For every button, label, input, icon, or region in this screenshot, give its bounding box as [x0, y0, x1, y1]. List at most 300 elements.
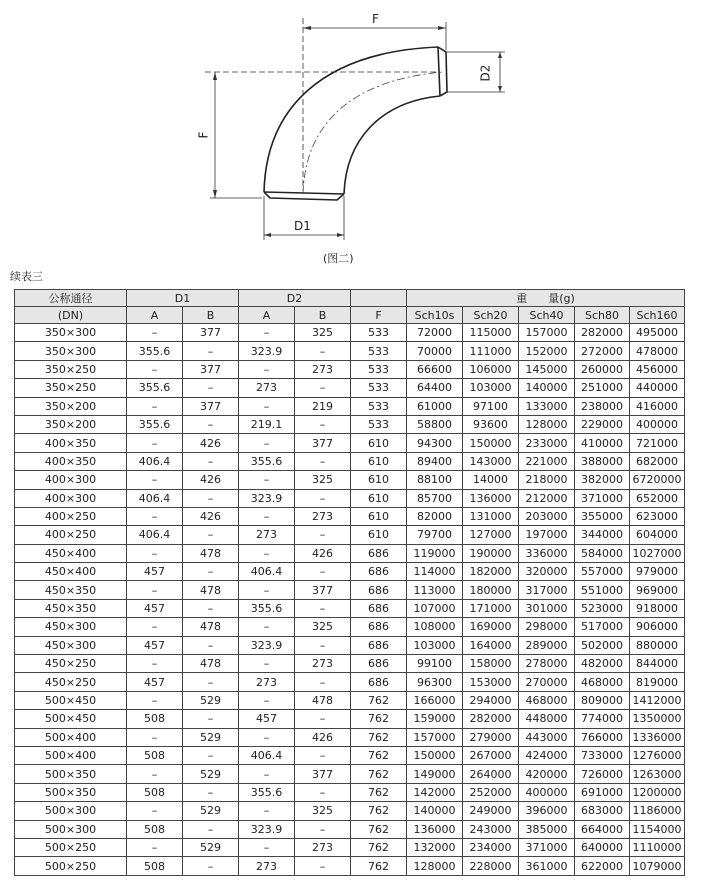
table-cell: – — [295, 379, 351, 397]
table-row — [15, 857, 685, 875]
table-cell: 529 — [183, 765, 239, 783]
table-cell: 64400 — [407, 379, 463, 397]
table-row — [15, 636, 685, 654]
header-weight: 重 量(g) — [407, 290, 685, 307]
table-cell: 88100 — [407, 471, 463, 489]
table-cell: 686 — [351, 563, 407, 581]
table-cell: 686 — [351, 673, 407, 691]
table-cell: 150000 — [407, 746, 463, 764]
table-cell: 683000 — [575, 802, 630, 820]
table-cell: 762 — [351, 765, 407, 783]
elbow-center-line — [303, 72, 443, 194]
table-cell: 508 — [127, 746, 183, 764]
header-d2: D2 — [239, 290, 351, 307]
table-body — [15, 324, 685, 876]
table-cell: 450×300 — [15, 636, 127, 654]
table-cell: 450×350 — [15, 581, 127, 599]
table-cell: 272000 — [575, 342, 630, 360]
table-cell: 508 — [127, 783, 183, 801]
table-cell: 103000 — [463, 379, 519, 397]
table-cell: 61000 — [407, 397, 463, 415]
table-cell: 457 — [127, 636, 183, 654]
table-cell: – — [127, 838, 183, 856]
table-cell: – — [239, 838, 295, 856]
table-cell: 377 — [295, 581, 351, 599]
table-cell: – — [239, 360, 295, 378]
table-cell: 508 — [127, 857, 183, 875]
table-cell: 733000 — [575, 746, 630, 764]
table-cell: 325 — [295, 802, 351, 820]
table-cell: 273 — [239, 379, 295, 397]
table-cell: 478 — [183, 544, 239, 562]
table-cell: 400×300 — [15, 489, 127, 507]
table-cell: 289000 — [519, 636, 575, 654]
table-cell: 212000 — [519, 489, 575, 507]
table-cell: 344000 — [575, 526, 630, 544]
table-cell: 106000 — [463, 360, 519, 378]
table-cell: 1110000 — [630, 838, 685, 856]
table-row — [15, 728, 685, 746]
table-cell: 127000 — [463, 526, 519, 544]
table-cell: – — [183, 526, 239, 544]
table-cell: 478 — [295, 691, 351, 709]
table-cell: 273 — [295, 360, 351, 378]
header-blank — [351, 290, 407, 307]
table-cell: 143000 — [463, 452, 519, 470]
table-cell: – — [183, 599, 239, 617]
table-cell: 377 — [295, 434, 351, 452]
table-cell: 157000 — [407, 728, 463, 746]
table-cell: 145000 — [519, 360, 575, 378]
table-row — [15, 655, 685, 673]
table-cell: 426 — [183, 434, 239, 452]
table-cell: 450×250 — [15, 673, 127, 691]
table-row — [15, 599, 685, 617]
table-cell: 686 — [351, 581, 407, 599]
table-cell: 416000 — [630, 397, 685, 415]
table-cell: 221000 — [519, 452, 575, 470]
table-cell: 278000 — [519, 655, 575, 673]
table-cell: 128000 — [407, 857, 463, 875]
header-d1-b: B — [183, 307, 239, 324]
table-cell: – — [127, 728, 183, 746]
table-cell: 762 — [351, 820, 407, 838]
table-cell: 762 — [351, 728, 407, 746]
table-cell: 190000 — [463, 544, 519, 562]
table-cell: 282000 — [575, 324, 630, 342]
table-cell: 270000 — [519, 673, 575, 691]
table-cell: – — [239, 655, 295, 673]
table-cell: 691000 — [575, 783, 630, 801]
table-cell: 157000 — [519, 324, 575, 342]
table-cell: – — [183, 636, 239, 654]
table-row — [15, 765, 685, 783]
header-dn-line2: (DN) — [15, 307, 127, 324]
table-cell: 273 — [239, 673, 295, 691]
table-cell: 58800 — [407, 415, 463, 433]
table-cell: 132000 — [407, 838, 463, 856]
table-cell: – — [127, 471, 183, 489]
table-cell: 762 — [351, 857, 407, 875]
table-cell: 182000 — [463, 563, 519, 581]
table-cell: 159000 — [407, 710, 463, 728]
table-cell: 682000 — [630, 452, 685, 470]
table-cell: 350×200 — [15, 415, 127, 433]
table-cell: – — [239, 544, 295, 562]
table-cell: 762 — [351, 838, 407, 856]
table-cell: 762 — [351, 691, 407, 709]
table-cell: 533 — [351, 397, 407, 415]
table-cell: 273 — [239, 857, 295, 875]
table-cell: 457 — [127, 563, 183, 581]
table-cell: – — [295, 673, 351, 691]
table-cell: 762 — [351, 746, 407, 764]
table-cell: 85700 — [407, 489, 463, 507]
table-cell: – — [127, 507, 183, 525]
table-cell: – — [127, 581, 183, 599]
table-cell: – — [239, 434, 295, 452]
table-cell: 774000 — [575, 710, 630, 728]
table-cell: – — [295, 526, 351, 544]
table-cell: 108000 — [407, 618, 463, 636]
table-cell: – — [239, 728, 295, 746]
table-cell: 686 — [351, 544, 407, 562]
table-cell: – — [295, 342, 351, 360]
table-row — [15, 342, 685, 360]
table-row — [15, 544, 685, 562]
table-cell: 478000 — [630, 342, 685, 360]
table-cell: 301000 — [519, 599, 575, 617]
table-cell: 529 — [183, 802, 239, 820]
table-cell: 610 — [351, 452, 407, 470]
table-cell: 388000 — [575, 452, 630, 470]
table-cell: – — [239, 471, 295, 489]
table-cell: 819000 — [630, 673, 685, 691]
table-cell: 918000 — [630, 599, 685, 617]
table-cell: – — [239, 581, 295, 599]
table-cell: 610 — [351, 434, 407, 452]
table-cell: – — [295, 746, 351, 764]
table-cell: 264000 — [463, 765, 519, 783]
table-cell: 448000 — [519, 710, 575, 728]
table-cell: 450×400 — [15, 544, 127, 562]
table-cell: – — [183, 563, 239, 581]
table-cell: 140000 — [519, 379, 575, 397]
table-cell: 164000 — [463, 636, 519, 654]
table-cell: 500×300 — [15, 820, 127, 838]
table-cell: – — [183, 857, 239, 875]
table-cell: 166000 — [407, 691, 463, 709]
table-cell: 298000 — [519, 618, 575, 636]
table-cell: 228000 — [463, 857, 519, 875]
table-row — [15, 618, 685, 636]
table-cell: 140000 — [407, 802, 463, 820]
table-cell: 323.9 — [239, 636, 295, 654]
table-cell: 249000 — [463, 802, 519, 820]
table-cell: 131000 — [463, 507, 519, 525]
table-cell: 133000 — [519, 397, 575, 415]
table-cell: – — [239, 691, 295, 709]
table-cell: 203000 — [519, 507, 575, 525]
table-cell: 371000 — [519, 838, 575, 856]
table-cell: – — [183, 673, 239, 691]
table-cell: 500×400 — [15, 746, 127, 764]
table-cell: 406.4 — [239, 746, 295, 764]
table-cell: 279000 — [463, 728, 519, 746]
header-d2-a: A — [239, 307, 295, 324]
reducing-elbow-drawing — [0, 0, 704, 270]
table-cell: 350×250 — [15, 379, 127, 397]
table-cell: 252000 — [463, 783, 519, 801]
table-cell: – — [239, 324, 295, 342]
table-cell: 79700 — [407, 526, 463, 544]
table-cell: 652000 — [630, 489, 685, 507]
table-cell: 500×450 — [15, 691, 127, 709]
table-cell: 906000 — [630, 618, 685, 636]
table-cell: 766000 — [575, 728, 630, 746]
table-cell: 495000 — [630, 324, 685, 342]
table-cell: 97100 — [463, 397, 519, 415]
table-cell: 355.6 — [239, 452, 295, 470]
header-sch80: Sch80 — [575, 307, 630, 324]
table-cell: 456000 — [630, 360, 685, 378]
table-cell: 6720000 — [630, 471, 685, 489]
table-cell: 533 — [351, 415, 407, 433]
table-cell: 96300 — [407, 673, 463, 691]
elbow-weight-table — [14, 289, 685, 876]
table-cell: – — [127, 618, 183, 636]
table-cell: 371000 — [575, 489, 630, 507]
table-cell: 482000 — [575, 655, 630, 673]
table-cell: 355.6 — [127, 415, 183, 433]
header-d2-b: B — [295, 307, 351, 324]
figure-caption: (图二) — [323, 252, 354, 265]
table-cell: – — [183, 746, 239, 764]
table-cell: 14000 — [463, 471, 519, 489]
table-cell: 500×400 — [15, 728, 127, 746]
table-cell: 610 — [351, 471, 407, 489]
table-cell: – — [295, 636, 351, 654]
table-cell: 218000 — [519, 471, 575, 489]
table-row — [15, 526, 685, 544]
table-cell: 468000 — [519, 691, 575, 709]
table-cell: – — [295, 710, 351, 728]
table-cell: 317000 — [519, 581, 575, 599]
table-cell: 355.6 — [239, 783, 295, 801]
table-cell: 406.4 — [127, 526, 183, 544]
table-cell: 500×350 — [15, 783, 127, 801]
table-cell: 969000 — [630, 581, 685, 599]
table-cell: – — [295, 599, 351, 617]
table-cell: 273 — [295, 655, 351, 673]
table-row — [15, 507, 685, 525]
table-cell: 664000 — [575, 820, 630, 838]
table-cell: 114000 — [407, 563, 463, 581]
table-cell: 457 — [239, 710, 295, 728]
table-cell: 502000 — [575, 636, 630, 654]
table-cell: – — [183, 342, 239, 360]
table-cell: 1079000 — [630, 857, 685, 875]
table-cell: 400×250 — [15, 507, 127, 525]
table-cell: 1027000 — [630, 544, 685, 562]
table-cell: 809000 — [575, 691, 630, 709]
table-cell: 622000 — [575, 857, 630, 875]
table-cell: 420000 — [519, 765, 575, 783]
table-cell: 1263000 — [630, 765, 685, 783]
f-left-label: F — [196, 131, 211, 139]
header-sch20: Sch20 — [463, 307, 519, 324]
table-cell: 325 — [295, 618, 351, 636]
table-row — [15, 838, 685, 856]
table-cell: – — [183, 783, 239, 801]
table-cell: – — [295, 452, 351, 470]
table-cell: 323.9 — [239, 820, 295, 838]
table-cell: 610 — [351, 526, 407, 544]
table-cell: 450×300 — [15, 618, 127, 636]
table-cell: 508 — [127, 820, 183, 838]
table-cell: 136000 — [407, 820, 463, 838]
table-cell: 243000 — [463, 820, 519, 838]
table-cell: 529 — [183, 838, 239, 856]
table-cell: – — [127, 360, 183, 378]
table-cell: 533 — [351, 342, 407, 360]
table-cell: 500×350 — [15, 765, 127, 783]
table-cell: 406.4 — [239, 563, 295, 581]
table-cell: 450×400 — [15, 563, 127, 581]
table-cell: 721000 — [630, 434, 685, 452]
table-cell: 325 — [295, 471, 351, 489]
table-cell: 153000 — [463, 673, 519, 691]
table-cell: – — [183, 379, 239, 397]
table-cell: 551000 — [575, 581, 630, 599]
table-cell: 533 — [351, 360, 407, 378]
table-cell: – — [183, 710, 239, 728]
table-cell: 400000 — [630, 415, 685, 433]
header-sch40: Sch40 — [519, 307, 575, 324]
table-cell: – — [239, 765, 295, 783]
table-cell: – — [239, 397, 295, 415]
table-cell: 1412000 — [630, 691, 685, 709]
table-cell: – — [295, 489, 351, 507]
table-cell: 377 — [183, 397, 239, 415]
table-cell: 500×250 — [15, 857, 127, 875]
table-cell: 320000 — [519, 563, 575, 581]
table-cell: 517000 — [575, 618, 630, 636]
table-cell: 336000 — [519, 544, 575, 562]
table-cell: – — [239, 802, 295, 820]
table-row — [15, 746, 685, 764]
table-cell: 150000 — [463, 434, 519, 452]
table-cell: 323.9 — [239, 489, 295, 507]
table-cell: 443000 — [519, 728, 575, 746]
table-cell: 979000 — [630, 563, 685, 581]
table-cell: 623000 — [630, 507, 685, 525]
table-cell: 500×300 — [15, 802, 127, 820]
table-cell: 377 — [295, 765, 351, 783]
table-cell: 426 — [183, 507, 239, 525]
table-cell: 128000 — [519, 415, 575, 433]
table-cell: 273 — [295, 507, 351, 525]
table-cell: – — [295, 783, 351, 801]
table-cell: 355.6 — [127, 379, 183, 397]
table-cell: 171000 — [463, 599, 519, 617]
table-cell: – — [183, 452, 239, 470]
table-cell: 233000 — [519, 434, 575, 452]
table-cell: 136000 — [463, 489, 519, 507]
table-cell: 426 — [295, 544, 351, 562]
table-cell: 355000 — [575, 507, 630, 525]
table-cell: 197000 — [519, 526, 575, 544]
table-cell: 424000 — [519, 746, 575, 764]
table-row — [15, 434, 685, 452]
table-cell: 219 — [295, 397, 351, 415]
header-row-1 — [15, 290, 685, 307]
table-row — [15, 324, 685, 342]
table-cell: 350×250 — [15, 360, 127, 378]
table-cell: 762 — [351, 802, 407, 820]
table-cell: 382000 — [575, 471, 630, 489]
d1-label: D1 — [294, 219, 311, 233]
header-f: F — [351, 307, 407, 324]
table-cell: 400000 — [519, 783, 575, 801]
table-cell: – — [183, 489, 239, 507]
table-row — [15, 489, 685, 507]
table-row — [15, 710, 685, 728]
table-cell: 377 — [183, 360, 239, 378]
table-row — [15, 360, 685, 378]
table-cell: 1186000 — [630, 802, 685, 820]
header-dn-line1: 公称通径 — [15, 290, 127, 307]
table-cell: 400×350 — [15, 434, 127, 452]
table-cell: 180000 — [463, 581, 519, 599]
table-cell: 70000 — [407, 342, 463, 360]
table-cell: 251000 — [575, 379, 630, 397]
table-cell: 450×250 — [15, 655, 127, 673]
table-cell: – — [127, 802, 183, 820]
table-row — [15, 379, 685, 397]
table-cell: – — [127, 397, 183, 415]
f-top-label: F — [372, 12, 379, 26]
table-cell: – — [127, 324, 183, 342]
table-cell: 282000 — [463, 710, 519, 728]
table-cell: 426 — [295, 728, 351, 746]
table-row — [15, 471, 685, 489]
table-cell: 1200000 — [630, 783, 685, 801]
table-cell: 450×350 — [15, 599, 127, 617]
table-cell: 1276000 — [630, 746, 685, 764]
table-row — [15, 802, 685, 820]
table-cell: 478 — [183, 655, 239, 673]
table-cell: 325 — [295, 324, 351, 342]
table-cell: 500×450 — [15, 710, 127, 728]
elbow-figure — [0, 0, 704, 270]
table-cell: 400×350 — [15, 452, 127, 470]
table-cell: 468000 — [575, 673, 630, 691]
table-cell: 115000 — [463, 324, 519, 342]
table-cell: 323.9 — [239, 342, 295, 360]
table-cell: 478 — [183, 581, 239, 599]
table-cell: 355.6 — [127, 342, 183, 360]
table-cell: 533 — [351, 379, 407, 397]
table-cell: – — [183, 820, 239, 838]
table-cell: 610 — [351, 489, 407, 507]
table-cell: 294000 — [463, 691, 519, 709]
table-cell: 686 — [351, 655, 407, 673]
table-cell: 94300 — [407, 434, 463, 452]
table-cell: 400×300 — [15, 471, 127, 489]
table-cell: 149000 — [407, 765, 463, 783]
table-row — [15, 691, 685, 709]
